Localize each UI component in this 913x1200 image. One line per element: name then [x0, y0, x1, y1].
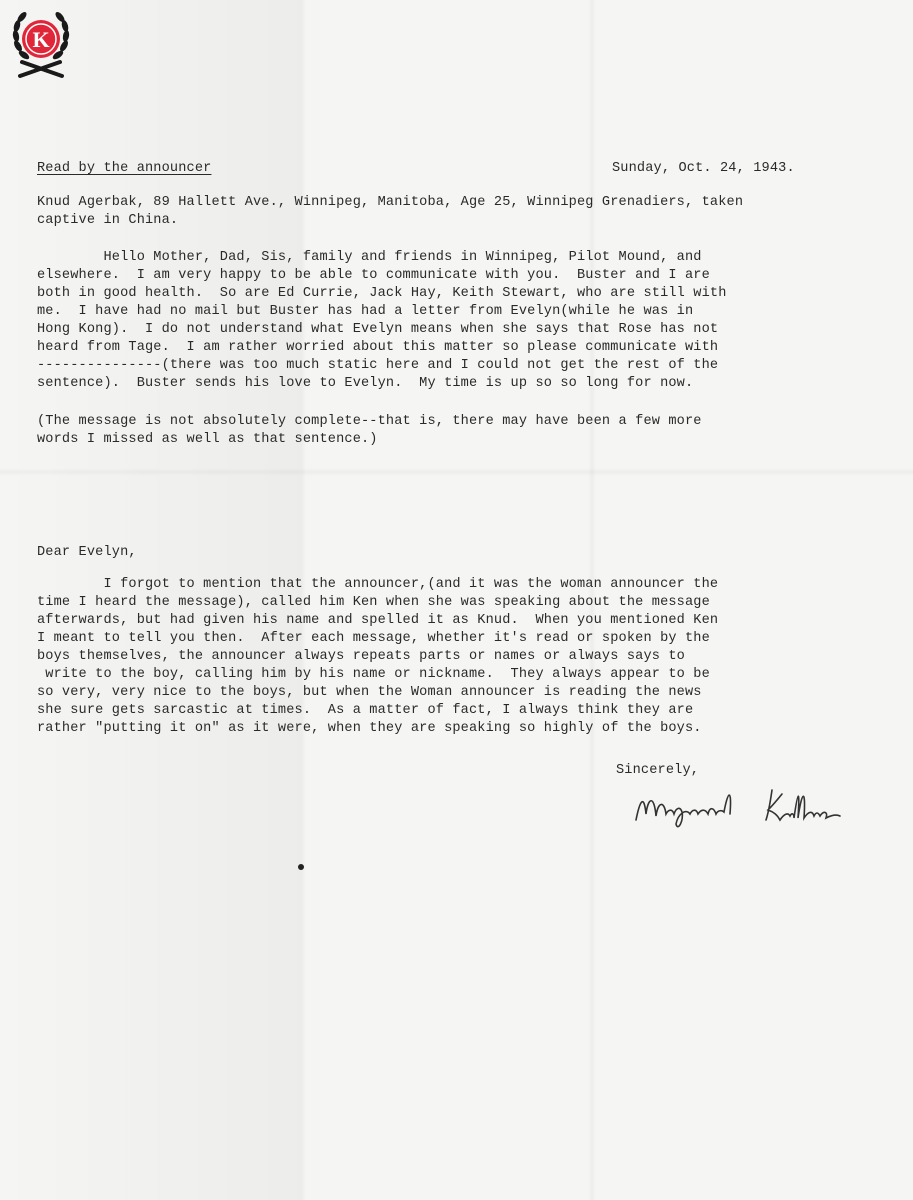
- message-line: sentence). Buster sends his love to Evelyn. My time is up so so long for now.: [37, 376, 694, 391]
- letter-line: so very, very nice to the boys, but when the Woman announcer is reading the news: [37, 685, 702, 700]
- letter-line: write to the boy, calling him by his name or nickname. They always appear to be: [37, 667, 710, 682]
- message-line: Hong Kong). I do not understand what Evelyn means when she says that Rose has not: [37, 322, 719, 337]
- message-line: heard from Tage. I am rather worried about this matter so please communicate with: [37, 340, 719, 355]
- heading-label: Read by the announcer: [37, 161, 212, 176]
- message-line: both in good health. So are Ed Currie, Jack Hay, Keith Stewart, who are still with: [37, 286, 727, 301]
- heading-date: Sunday, Oct. 24, 1943.: [612, 161, 795, 176]
- message-line: Hello Mother, Dad, Sis, family and friends in Winnipeg, Pilot Mound, and: [37, 250, 702, 265]
- laurel-k-logo-icon: [8, 6, 74, 82]
- message-line: elsewhere. I am very happy to be able to communicate with you. Buster and I are: [37, 268, 710, 283]
- ink-spot: [298, 864, 304, 870]
- subject-line: captive in China.: [37, 213, 179, 228]
- letter-line: rather "putting it on" as it were, when they are speaking so highly of the boys.: [37, 721, 702, 736]
- message-line: me. I have had no mail but Buster has had a letter from Evelyn(while he was in: [37, 304, 694, 319]
- salutation: Dear Evelyn,: [37, 545, 137, 560]
- letter-line: I meant to tell you then. After each message, whether it's read or spoken by the: [37, 631, 710, 646]
- letter-line: I forgot to mention that the announcer,(and it was the woman announcer the: [37, 577, 719, 592]
- letter-line: time I heard the message), called him Ken when she was speaking about the message: [37, 595, 710, 610]
- subject-line: Knud Agerbak, 89 Hallett Ave., Winnipeg, Manitoba, Age 25, Winnipeg Grenadiers, taken: [37, 195, 744, 210]
- letter-line: boys themselves, the announcer always repeats parts or names or always says to: [37, 649, 685, 664]
- note-line: words I missed as well as that sentence.): [37, 432, 378, 447]
- handwritten-signature: [632, 780, 872, 840]
- closing: Sincerely,: [616, 763, 700, 778]
- letter-line: afterwards, but had given his name and spelled it as Knud. When you mentioned Ken: [37, 613, 719, 628]
- letter-line: she sure gets sarcastic at times. As a matter of fact, I always think they are: [37, 703, 694, 718]
- logo-letter: K: [32, 27, 50, 52]
- note-line: (The message is not absolutely complete--that is, there may have been a few more: [37, 414, 702, 429]
- message-line: ---------------(there was too much static here and I could not get the rest of the: [37, 358, 719, 373]
